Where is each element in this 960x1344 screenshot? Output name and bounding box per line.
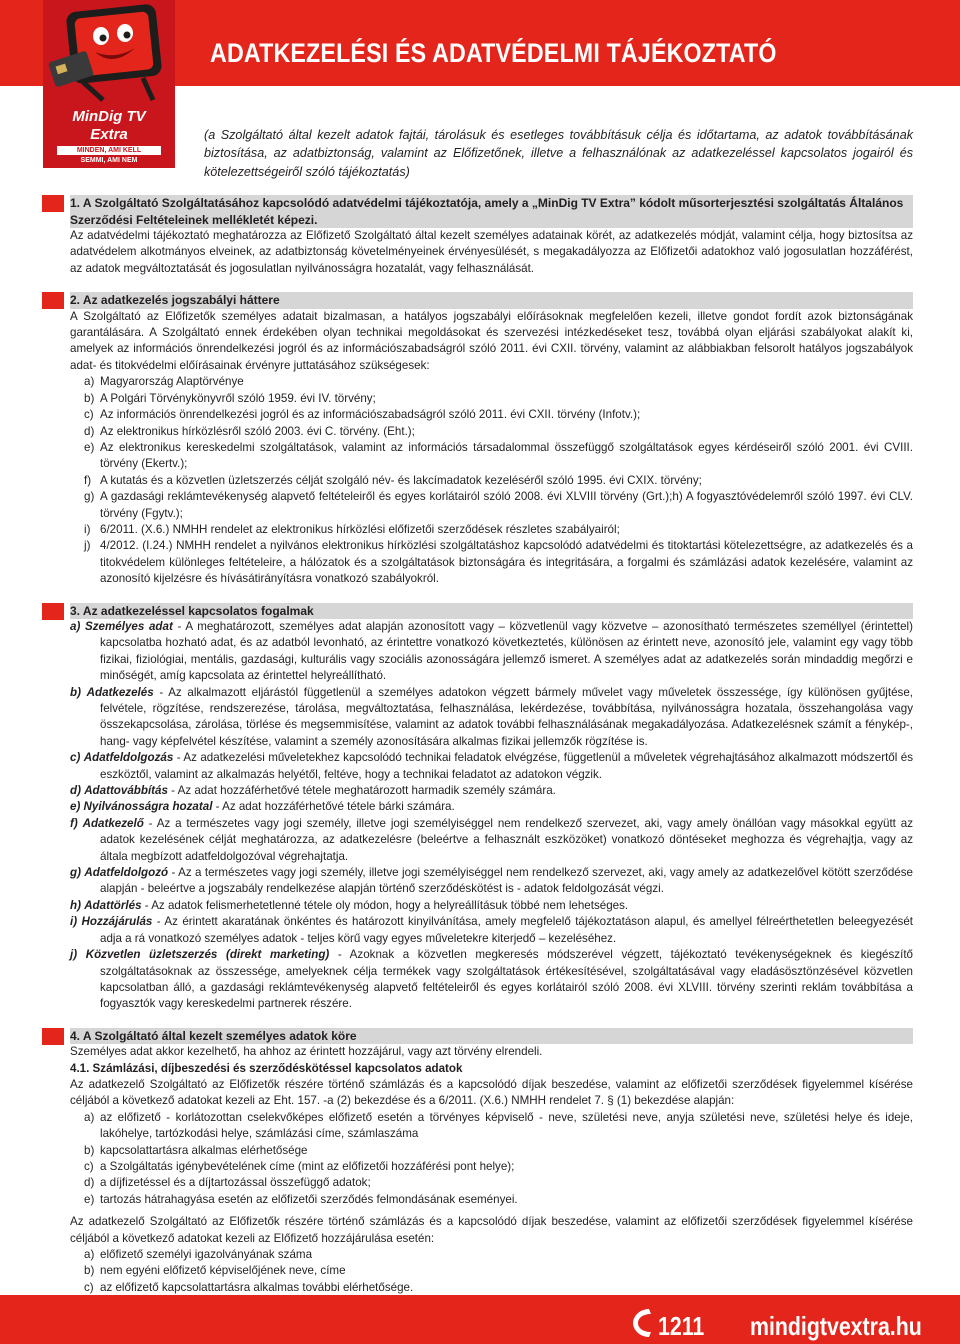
list-item (70, 489, 913, 522)
section-4-title: 4. A Szolgáltató által kezelt személyes adatok köre (70, 1028, 357, 1043)
list-item-label: a) (84, 375, 95, 389)
billing-data-list (70, 1110, 913, 1208)
footer-phone[interactable]: 1211 (658, 1311, 705, 1341)
definition-text: - A meghatározott, személyes adat alapján azonosított vagy – közvetlenül vagy közvetve – azonosítható természetes személlyel (érintettel) kapcsolatba hozható adat, és az adatból levonható, az érintettre vonatkozó következtetés, különösen az érintett neve, azonosító jele, valamint egy vagy több fizikai, fiziológiai, mentális, gazdasági, kulturális vagy szociális azonosságára jellemző ismeret. A személyes adat az adatkezelés során mindaddig megőrzi e minőségét, amíg kapcsolata az érintettel helyreállítható. (100, 619, 913, 683)
definition-term: Adatfeldolgozó (84, 866, 169, 880)
list-item-text: A kutatás és a közvetlen üzletszerzés célját szolgáló név- és lakcímadatok kezeléséről szóló 1995. évi CXIX. törvény; (100, 473, 702, 487)
definition-term: Nyilvánosságra hozatal (83, 800, 213, 814)
list-item-text: Az elektronikus kereskedelmi szolgáltatások, valamint az információs társadalommal összefüggő szolgáltatások egyes kérdéseiről szóló 2001. évi CVIII. törvény (Ekertv.); (100, 440, 913, 471)
definition-text: - Az adatok felismerhetetlenné tétele oly módon, hogy a helyreállításuk többé nem lehetséges. (141, 898, 629, 912)
list-item-label: a) (84, 1110, 95, 1124)
logo-slogan-1: MINDEN, AMI KELL (57, 146, 161, 155)
document-body (70, 126, 913, 1296)
section-marker (42, 603, 64, 620)
page-title: ADATKEZELÉSI ÉS ADATVÉDELMI TÁJÉKOZTATÓ (210, 38, 777, 68)
section-4-body: Személyes adat akkor kezelhető, ha ahhoz az érintett hozzájárul, vagy azt törvény elrendeli. (70, 1045, 543, 1059)
definition-term: Adatkezelő (82, 816, 144, 830)
list-item-label: d) (84, 424, 95, 438)
list-item-text: a díjfizetéssel és a díjtartozással összefüggő adatok; (100, 1176, 371, 1190)
list-item-text: előfizető személyi igazolványának száma (100, 1248, 313, 1261)
definition-item (70, 799, 913, 815)
list-item-label: i) (84, 522, 91, 536)
list-item-text: A gazdasági reklámtevékenység alapvető feltételeiről és egyes korlátairól szóló 2008. évi XLVIII törvény (Grt.);h) A fogyasztóvédelemről szóló 1997. évi CLV. törvény (Fgytv.); (100, 490, 913, 520)
definition-label: g) (70, 866, 81, 880)
list-item (70, 473, 913, 489)
list-item (70, 1143, 913, 1159)
list-item-text: az előfizető - korlátozottan cselekvőképes előfizető esetén a törvényes képviselő - neve, születési neve, anyja születési neve, születési helye és ideje, lakóhelye, tartózkodási helye, számlázási címe, számlaszáma (100, 1110, 913, 1141)
list-item (70, 1192, 913, 1208)
tv-mascot-icon (43, 0, 175, 110)
section-2-body: A Szolgáltató az Előfizetők személyes adatait bizalmasan, a hatályos jogszabályi előírásoknak megfelelően kezeli, illetve gondot fordít azok biztonságának garantálására. A Szolgáltató ennek érdekében olyan technikai megoldásokat és szervezési intézkedéseket tesz, továbbá olyan eljárási szabályokat alakít ki, amelyek az információs önrendelkezési jogról és az információszabadságról szóló 2011. évi CXII. törvény, valamint az alábbiakban felsorolt hatályos jogszabályok adat- és titokvédelmi előírásainak érvényre juttatásához szükségesek: (70, 309, 913, 372)
definition-label: b) (70, 685, 81, 699)
list-item (70, 424, 913, 440)
list-item (70, 1110, 913, 1143)
definition-item (70, 750, 913, 783)
section-3-heading (70, 603, 913, 619)
definition-text: - Az a természetes vagy jogi személy, illetve jogi személyiséggel nem rendelkező szervezet, aki, vagy amely önállóan vagy másokkal együtt az adatok kezelésének célját meghatározza, az adatkezelésre (beleértve a felhasznált eszközöket) vonatkozó döntéseket meghozza és végrehajtja, vagy az általa megbízott adatfeldolgozóval végrehajtatja. (100, 816, 913, 863)
section-1-heading (70, 195, 913, 228)
definition-text: - Az adat hozzáférhetővé tétele bárki számára. (212, 800, 455, 814)
definition-label: i) (70, 915, 78, 929)
list-item (70, 407, 913, 423)
list-item-text: 4/2012. (I.24.) NMHH rendelet a nyilvános elektronikus hírközlési szolgáltatáshoz kapcsolódó adatvédelmi és titoktartási kötelezettségre, az adatkezelés és a titokvédelem különleges feltételeire, a hálózatok és a szolgáltatások biztonságára és integritására, a forgalmi és számlázási adatok kezelésére, valamint az azonosító kijelzésre és hívásátirányításra vonatkozó szabályokról. (100, 539, 913, 586)
list-item (70, 1175, 913, 1191)
list-item-label: g) (84, 490, 95, 504)
list-item-label: b) (84, 391, 95, 405)
definition-item (70, 914, 913, 947)
list-item-label: e) (84, 1192, 95, 1206)
definition-label: f) (70, 816, 78, 830)
section-4-1-title: 4.1. Számlázási, díjbeszedési és szerződéskötéssel kapcsolatos adatok (70, 1061, 463, 1075)
section-2-title: 2. Az adatkezelés jogszabályi háttere (70, 293, 280, 308)
definitions-list (70, 619, 913, 1013)
definition-text: - Azoknak a közvetlen megkeresés módszerével végzett, tájékoztató tevékenységeknek és kiegészítő szolgáltatásoknak az összessége, amelyeknek célja termékek vagy szolgáltatások értékesítésével, szolgáltatásával vagy eladásösztönzésével közvetlen kapcsolatban álló, a gazdasági reklámtevékenység alapvető feltételeiről és egyes korlátairól szóló 2008. évi XLVIII. törvény szerinti reklám továbbítása a fogyasztók vagy kereskedelmi partnerek részére. (100, 948, 913, 1011)
list-item-label: f) (84, 473, 92, 487)
list-item-text: 6/2011. (X.6.) NMHH rendelet az elektronikus hírközlési előfizetői szerződések részletes szabályairól; (100, 522, 620, 536)
definition-text: - Az érintett akaratának önkéntes és határozott kinyilvánítása, amely megfelelő tájékoztatáson alapul, és amellyel félreérthetetlen beleegyezését adja a rá vonatkozó személyes adatok - teljes körű vagy egyes műveletekre kiterjedő – kezeléséhez. (100, 915, 913, 945)
intro-paragraph: (a Szolgáltató által kezelt adatok fajtái, tárolásuk és esetleges továbbításuk célja és időtartama, az adatok továbbításának biztosítása, az adatbiztonság, valamint az Előfizetőnek, illetve a felhasználónak az adatkezeléssel kapcsolatos jogairól és kötelezettségeiről szóló tájékoztatás) (204, 128, 913, 179)
section-4-heading (70, 1028, 913, 1044)
logo-text-extra: Extra (90, 126, 128, 143)
list-item-text: Az elektronikus hírközlésről szóló 2003. évi C. törvény. (Eht.); (100, 424, 415, 438)
list-item-label: c) (84, 1280, 94, 1294)
definition-item (70, 947, 913, 1013)
list-item (70, 391, 913, 407)
section-1-title: 1. A Szolgáltató Szolgáltatásához kapcsolódó adatvédelmi tájékoztatója, amely a „MinDig TV Extra” kódolt műsorterjesztési szolgáltatás Általános Szerződési Feltételeinek mellékletét képezi. (70, 196, 904, 227)
logo-slogan-2: SEMMI, AMI NEM (80, 157, 138, 164)
definition-label: a) (70, 619, 81, 633)
logo-text-mindig-tv: MinDig TV (72, 108, 146, 125)
list-item-label: a) (84, 1248, 95, 1261)
list-item-text: Az információs önrendelkezési jogról és az információszabadságról szóló 2011. évi CXII. törvény (Infotv.); (100, 408, 641, 422)
definition-term: Adatkezelés (86, 685, 154, 699)
list-item-text: a Szolgáltatás igénybevételének címe (mint az előfizetői hozzáférési pont helye); (100, 1159, 515, 1173)
definition-label: c) (70, 751, 81, 765)
list-item-label: b) (84, 1264, 95, 1278)
section-marker (42, 292, 64, 309)
list-item (70, 1263, 913, 1279)
definition-label: j) (70, 948, 78, 962)
list-item-label: b) (84, 1143, 95, 1157)
list-item (70, 1159, 913, 1175)
list-item (70, 374, 913, 390)
section-4-body-2: Az adatkezelő Szolgáltató az Előfizetők részére történő számlázás és a kapcsolódó díjak beszedése, valamint az előfizetői szerződések figyelemmel kísérése céljából a következő adatokat kezeli az Előfizető hozzájárulása esetén: (70, 1215, 913, 1245)
list-item-label: c) (84, 1159, 94, 1173)
list-item (70, 1247, 913, 1263)
definition-text: - Az a természetes vagy jogi személy, illetve jogi személyiséggel nem rendelkező szervezet, aki, vagy amely az adatkezelővel kötött szerződése alapján - beleértve a jogszabály rendelkezése alapján történő szerződéskötést is - adatok feldolgozását végzi. (100, 866, 913, 896)
section-1-body: Az adatvédelmi tájékoztató meghatározza az Előfizető Szolgáltató által kezelt személyes adatainak körét, az adatkezelés módját, valamint célja, hogy biztosítsa az adatvédelem alkotmányos elveinek, az adatbiztonság követelményeinek érvényesülését, s megakadályozza az Előfizetői adatokhoz való jogosulatlan hozzáférést, az adatok megváltoztatását és jogosulatlan nyilvánosságra hozatalát, vagy felhasználását. (70, 229, 913, 275)
definition-term: Adattovábbítás (84, 784, 168, 798)
definition-term: Adattörlés (84, 898, 142, 912)
list-item-text: tartozás hátrahagyása esetén az előfizetői szerződés felmondásának eseményei. (100, 1192, 518, 1206)
section-2-heading (70, 292, 913, 308)
definition-item (70, 619, 913, 685)
list-item (70, 538, 913, 587)
list-item-text: Magyarország Alaptörvénye (100, 375, 244, 389)
definition-item (70, 865, 913, 898)
list-item-label: e) (84, 440, 95, 454)
definition-item (70, 685, 913, 751)
list-item-label: j) (84, 539, 91, 553)
footer-website-link[interactable]: mindigtvextra.hu (750, 1311, 922, 1341)
list-item-label: d) (84, 1176, 95, 1190)
list-item-text: A Polgári Törvénykönyvről szóló 1959. évi IV. törvény; (100, 391, 376, 405)
definition-item (70, 816, 913, 865)
definition-item (70, 898, 913, 914)
definition-term: Személyes adat (85, 619, 173, 633)
definition-text: - Az adatkezelési műveletekhez kapcsolódó technikai feladatok elvégzése, függetlenül a műveletek végrehajtásához alkalmazott módszertől és eszköztől, valamint az alkalmazás helyétől, feltéve, hogy a technikai feladatot az adatokon végzik. (100, 751, 913, 781)
list-item-text: az előfizető kapcsolattartásra alkalmas további elérhetősége. (100, 1280, 414, 1294)
definition-label: h) (70, 898, 81, 912)
list-item (70, 440, 913, 473)
section-marker (42, 1028, 64, 1045)
section-marker (42, 195, 64, 212)
definition-text: - Az adat hozzáférhetővé tétele meghatározott harmadik személy számára. (167, 784, 556, 798)
phone-icon (628, 1307, 654, 1339)
definition-term: Adatfeldolgozás (83, 751, 174, 765)
definition-label: e) (70, 800, 81, 814)
definition-label: d) (70, 784, 81, 798)
list-item (70, 522, 913, 538)
consent-data-list (70, 1247, 913, 1296)
definition-term: Közvetlen üzletszerzés (direkt marketing) (85, 948, 330, 962)
definition-term: Hozzájárulás (81, 915, 153, 929)
definition-text: - Az alkalmazott eljárástól függetlenül a személyes adatokon végzett bármely művelet vagy műveletek összessége, így különösen gyűjtése, felvétele, rögzítése, rendszerezése, tárolása, megváltoztatása, felhasználása, lekérdezése, továbbítása, nyilvánosságra hozatala, összehangolása vagy összekapcsolása, zárolása, törlése és megsemmisítése, valamint az adatok további felhasználásának megakadályozása. Adatkezelésnek számít a fénykép-, hang- vagy képfelvétel készítése, valamint a személy azonosítására alkalmas fizikai jellemzők rögzítése is. (100, 685, 913, 748)
list-item-text: kapcsolattartásra alkalmas elérhetősége (100, 1143, 308, 1157)
definition-item (70, 783, 913, 799)
section-3-title: 3. Az adatkezeléssel kapcsolatos fogalmak (70, 603, 314, 618)
list-item-label: c) (84, 408, 94, 422)
section-4-1-body: Az adatkezelő Szolgáltató az Előfizetők részére történő számlázás és a kapcsolódó díjak beszedése, valamint az előfizetői szerződések figyelemmel kísérése céljából a következő adatokat kezeli az Eht. 157. -a (2) bekezdése és a 6/2011. (X.6.) NMHH rendelet 7. § (1) bekezdése alapján: (70, 1077, 913, 1108)
law-list (70, 374, 913, 587)
list-item-text: nem egyéni előfizető képviselőjének neve, címe (100, 1264, 346, 1278)
list-item (70, 1280, 913, 1296)
